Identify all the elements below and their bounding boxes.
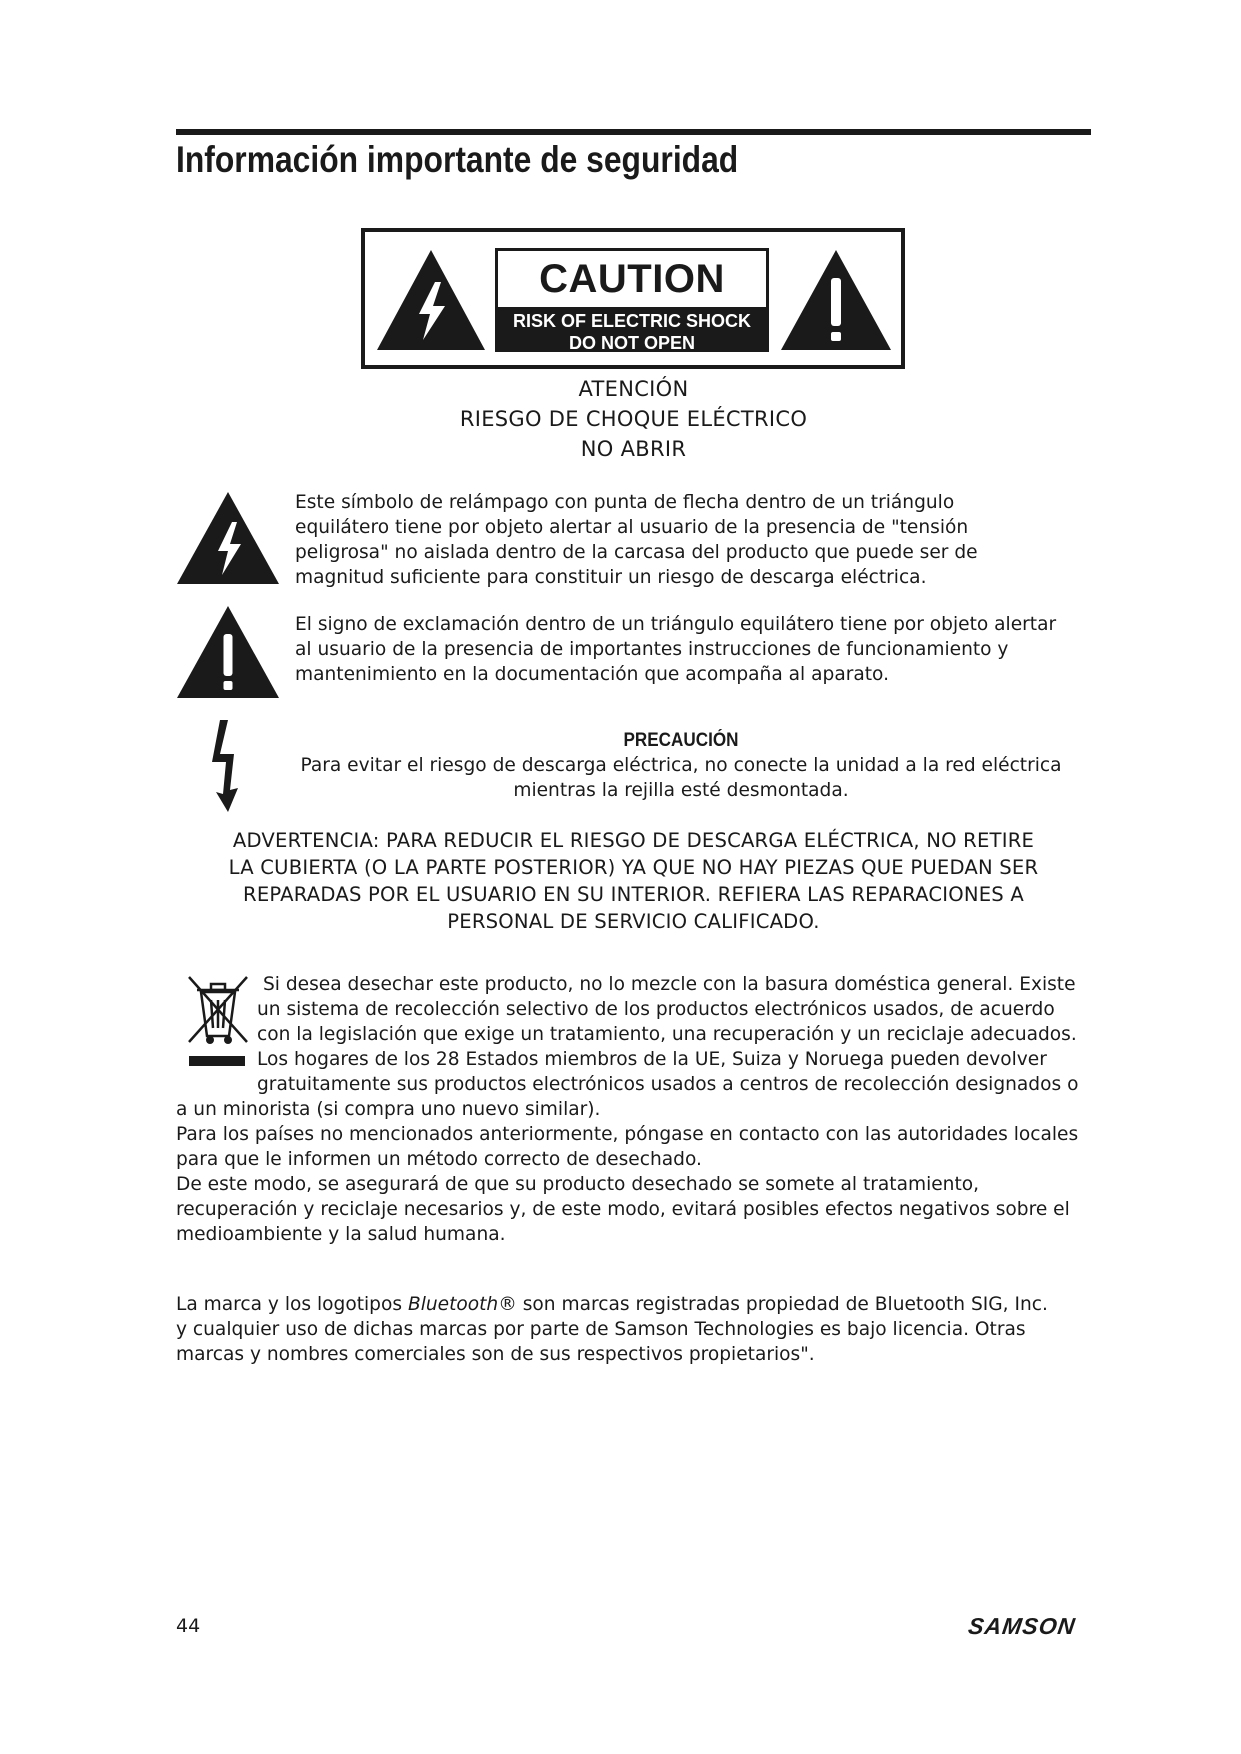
exclamation-symbol-text xyxy=(295,612,1056,687)
text-line: medioambiente y la salud humana. xyxy=(176,1224,506,1245)
exclamation-triangle-icon xyxy=(779,248,893,352)
lightning-triangle-icon xyxy=(175,490,281,586)
translation-line-1: ATENCIÓN xyxy=(578,377,689,401)
caution-band xyxy=(498,307,766,353)
disposal-text xyxy=(176,972,1078,1247)
text-line: magnitud suficiente para constituir un riesgo de descarga eléctrica. xyxy=(295,567,927,588)
text-line: para que le informen un método correcto de desechado. xyxy=(176,1149,702,1170)
text-line: LA CUBIERTA (O LA PARTE POSTERIOR) YA QUE NO HAY PIEZAS QUE PUEDAN SER xyxy=(228,856,1039,879)
lightning-triangle-icon xyxy=(375,248,487,352)
text-line: PERSONAL DE SERVICIO CALIFICADO. xyxy=(447,910,820,933)
samson-logo xyxy=(958,1612,1090,1640)
page-number: 44 xyxy=(176,1615,201,1637)
page-title: Información importante de seguridad xyxy=(176,139,739,180)
text-line: REPARADAS POR EL USUARIO EN SU INTERIOR. REFIERA LAS REPARACIONES A xyxy=(243,883,1024,906)
trademark-line-1 xyxy=(176,1292,1048,1317)
caution-title: CAUTION xyxy=(539,257,725,301)
text-line: a un minorista (si compra uno nuevo similar). xyxy=(176,1099,601,1120)
trademark-line-3: marcas y nombres comerciales son de sus respectivos propietarios". xyxy=(176,1344,815,1365)
text-line: peligrosa" no aislada dentro de la carcasa del producto que puede ser de xyxy=(295,542,978,563)
text-line: con la legislación que exige un tratamiento, una recuperación y un reciclaje adecuados. xyxy=(257,1024,1077,1045)
text-line: Para evitar el riesgo de descarga eléctrica, no conecte la unidad a la red eléctrica xyxy=(300,755,1062,776)
text-line: ADVERTENCIA: PARA REDUCIR EL RIESGO DE DESCARGA ELÉCTRICA, NO RETIRE xyxy=(232,829,1035,852)
precaution-block xyxy=(286,728,1076,803)
text-line: Este símbolo de relámpago con punta de flecha dentro de un triángulo xyxy=(295,492,955,513)
lightning-symbol-text xyxy=(295,490,978,590)
text-line: Los hogares de los 28 Estados miembros de la UE, Suiza y Noruega pueden devolver xyxy=(257,1049,1047,1070)
text-line: El signo de exclamación dentro de un triángulo equilátero tiene por objeto alertar xyxy=(295,614,1057,635)
text-line: mantenimiento en la documentación que acompaña al aparato. xyxy=(295,664,890,685)
exclamation-triangle-icon xyxy=(175,604,281,700)
text-line: recuperación y reciclaje necesarios y, de este modo, evitará posibles efectos negativos sobre el xyxy=(176,1199,1070,1220)
translation-line-3: NO ABRIR xyxy=(580,437,687,461)
text-line: equilátero tiene por objeto alertar al usuario de la presencia de "tensión xyxy=(295,517,969,538)
warning-block xyxy=(176,827,1091,935)
caution-line-1: RISK OF ELECTRIC SHOCK xyxy=(512,311,751,331)
caution-label xyxy=(361,228,905,369)
precaution-title: PRECAUCIÓN xyxy=(623,730,739,751)
caution-box xyxy=(495,248,769,352)
text-line: gratuitamente sus productos electrónicos usados a centros de recolección designados o xyxy=(257,1074,1079,1095)
text-line: un sistema de recolección selectivo de los productos electrónicos usados, de acuerdo xyxy=(257,999,1055,1020)
text-line: Para los países no mencionados anteriormente, póngase en contacto con las autoridades locales xyxy=(176,1124,1079,1145)
caution-translation xyxy=(176,374,1091,464)
text-line: De este modo, se asegurará de que su producto desechado se somete al tratamiento, xyxy=(176,1174,980,1195)
translation-line-2: RIESGO DE CHOQUE ELÉCTRICO xyxy=(459,407,808,431)
text-line: al usuario de la presencia de importantes instrucciones de funcionamiento y xyxy=(295,639,1009,660)
trademark-line-2: y cualquier uso de dichas marcas por parte de Samson Technologies es bajo licencia. Otras xyxy=(176,1319,1026,1340)
bluetooth-mark: Bluetooth® xyxy=(407,1294,517,1315)
trademark-text xyxy=(176,1292,1048,1367)
lightning-bolt-icon xyxy=(208,718,248,814)
text-fragment: La marca y los logotipos xyxy=(176,1294,408,1315)
text-line: mientras la rejilla esté desmontada. xyxy=(513,780,849,801)
text-fragment: son marcas registradas propiedad de Bluetooth SIG, Inc. xyxy=(516,1294,1048,1315)
text-line: Si desea desechar este producto, no lo mezcle con la basura doméstica general. Existe xyxy=(263,974,1076,995)
top-rule xyxy=(176,129,1091,135)
brand-wordmark: SAMSON xyxy=(966,1613,1078,1639)
caution-line-2: DO NOT OPEN xyxy=(568,333,695,353)
